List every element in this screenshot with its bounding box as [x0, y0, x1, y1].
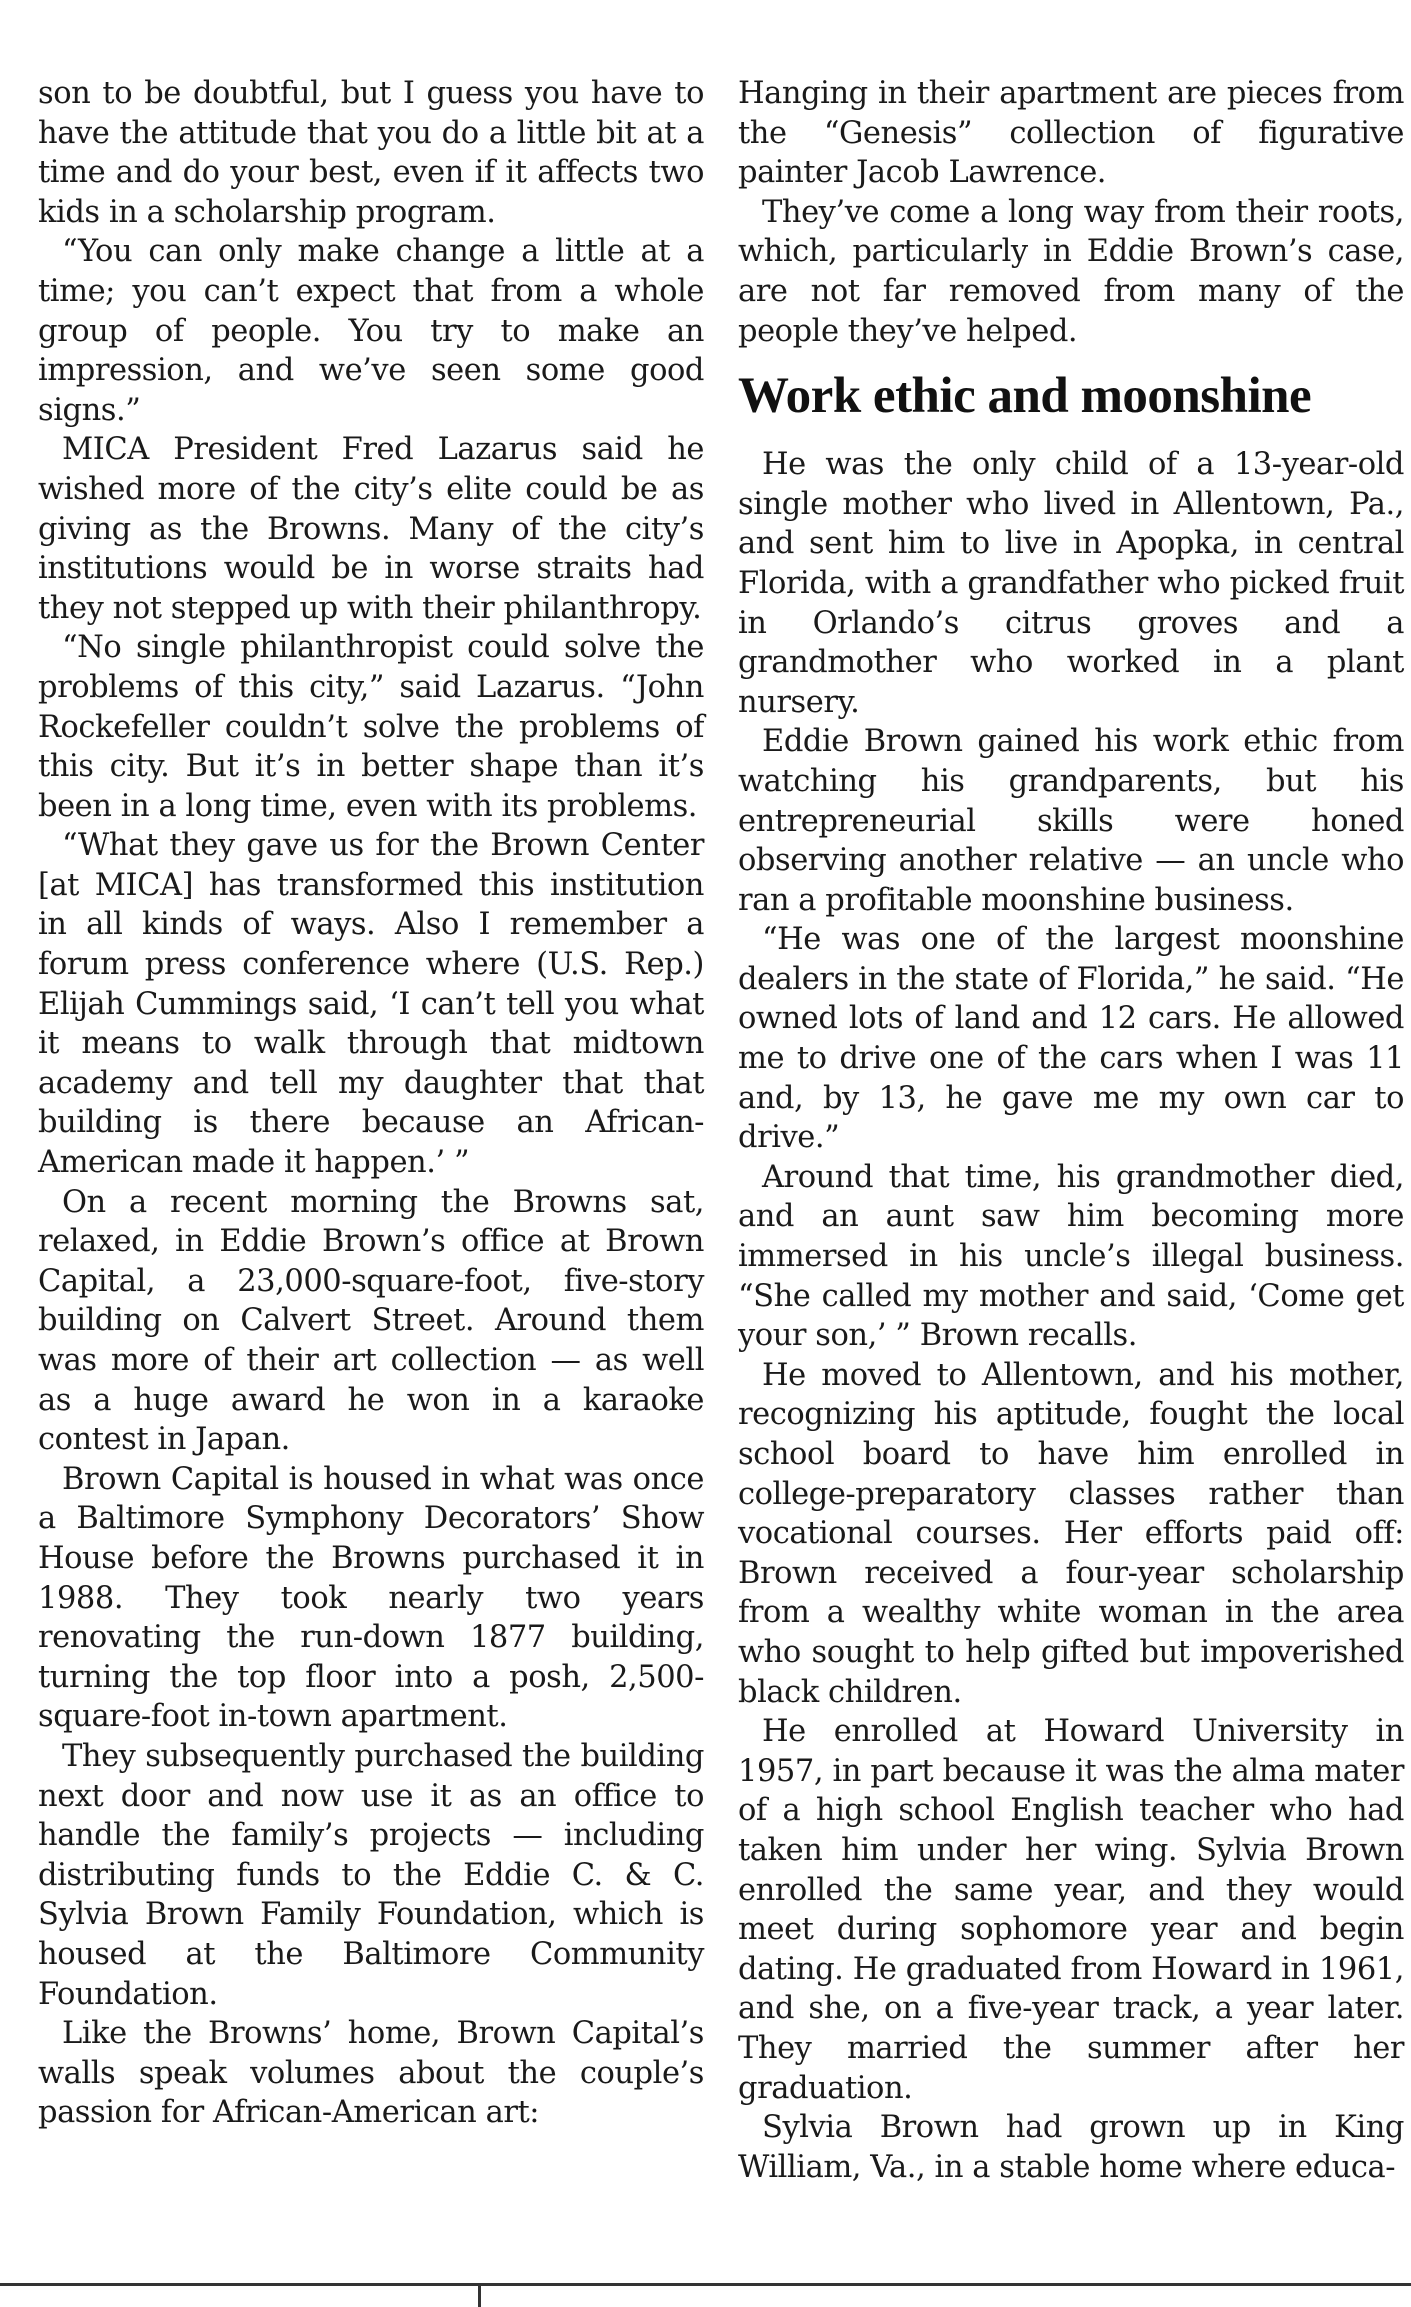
paragraph: “No single philanthropist could solve the problems of this city,” said Lazarus. “John Rockefeller couldn’t solve the problems of this city. But it’s in better shape than it’s been in a long time, even with its problems. [38, 630, 704, 824]
paragraph: son to be doubtful, but I guess you have to have the attitude that you do a little bit at a time and do your best, even if it affects two kids in a scholarship program. [38, 76, 704, 230]
paragraph: He was the only child of a 13-year-old single mother who lived in Allentown, Pa., and sent him to live in Apopka, in central Florida, with a grandfather who picked fruit in Orlando’s citrus groves and a grandmother who worked in a plant nursery. [738, 447, 1404, 720]
paragraph: He moved to Allentown, and his mother, recognizing his aptitude, fought the local school board to have him enrolled in college-preparatory classes rather than vocational courses. Her efforts paid off: Brown received a four-year scholarship from a wealthy white woman in the area who sought to help gifted but impoverished black children. [738, 1357, 1404, 1710]
paragraph: “You can only make change a little at a time; you can’t expect that from a whole group of people. You try to make an impression, and we’ve seen some good signs.” [38, 234, 704, 428]
paragraph: He enrolled at Howard University in 1957, in part because it was the alma mater of a high school English teacher who had taken him under her wing. Sylvia Brown enrolled the same year, and they would meet during sophomore year and begin dating. He graduated from Howard in 1961, and she, on a five-year track, a year later. They married the summer after her graduation. [738, 1714, 1404, 2106]
paragraph: Like the Browns’ home, Brown Capital’s walls speak volumes about the couple’s passion for African-American art: [38, 2016, 704, 2131]
bottom-rule [0, 2283, 1411, 2286]
paragraph: Eddie Brown gained his work ethic from watching his grandparents, but his entrepreneurial skills were honed observing another relative — an uncle who ran a profitable moonshine business. [738, 724, 1404, 918]
paragraph: “What they gave us for the Brown Center [at MICA] has transformed this institution in all kinds of ways. Also I remember a forum press conference where (U.S. Rep.) Elijah Cummings said, ‘I can’t tell you what it means to walk through that midtown academy and tell my daughter that that building is there because an African-American made it happen.’ ” [38, 828, 704, 1181]
paragraph: Hanging in their apartment are pieces from the “Genesis” collection of figurative painter Jacob Lawrence. [738, 76, 1404, 191]
paragraph: “He was one of the largest moonshine dealers in the state of Florida,” he said. “He owned lots of land and 12 cars. He allowed me to drive one of the cars when I was 11 and, by 13, he gave me my own car to drive.” [738, 922, 1404, 1156]
paragraph: Brown Capital is housed in what was once a Baltimore Symphony Decorators’ Show House before the Browns purchased it in 1988. They took nearly two years renovating the run-down 1877 building, turning the top floor into a posh, 2,500-square-foot in-town apartment. [38, 1461, 704, 1735]
section-subhead: Work ethic and moonshine [738, 368, 1312, 425]
right-column [738, 74, 1404, 2187]
paragraph: On a recent morning the Browns sat, relaxed, in Eddie Brown’s office at Brown Capital, a 23,000-square-foot, five-story building on Calvert Street. Around them was more of their art collection — as well as a huge award he won in a karaoke contest in Japan. [38, 1184, 704, 1458]
paragraph: Around that time, his grandmother died, and an aunt saw him becoming more immersed in his uncle’s illegal business. “She called my mother and said, ‘Come get your son,’ ” Brown recalls. [738, 1159, 1404, 1354]
left-column [38, 74, 704, 2133]
paragraph: MICA President Fred Lazarus said he wished more of the city’s elite could be as giving as the Browns. Many of the city’s institutions would be in worse straits had they not stepped up with their philanthropy. [38, 432, 704, 626]
paragraph: They subsequently purchased the building next door and now use it as an office to handle the family’s projects — including distributing funds to the Eddie C. & C. Sylvia Brown Family Foundation, which is housed at the Baltimore Community Foundation. [38, 1738, 704, 2012]
bottom-rule-notch [478, 2283, 481, 2307]
paragraph: They’ve come a long way from their roots, which, particularly in Eddie Brown’s case, are not far removed from many of the people they’ve helped. [738, 194, 1404, 349]
paragraph: Sylvia Brown had grown up in King William, Va., in a stable home where educa- [738, 2110, 1404, 2185]
